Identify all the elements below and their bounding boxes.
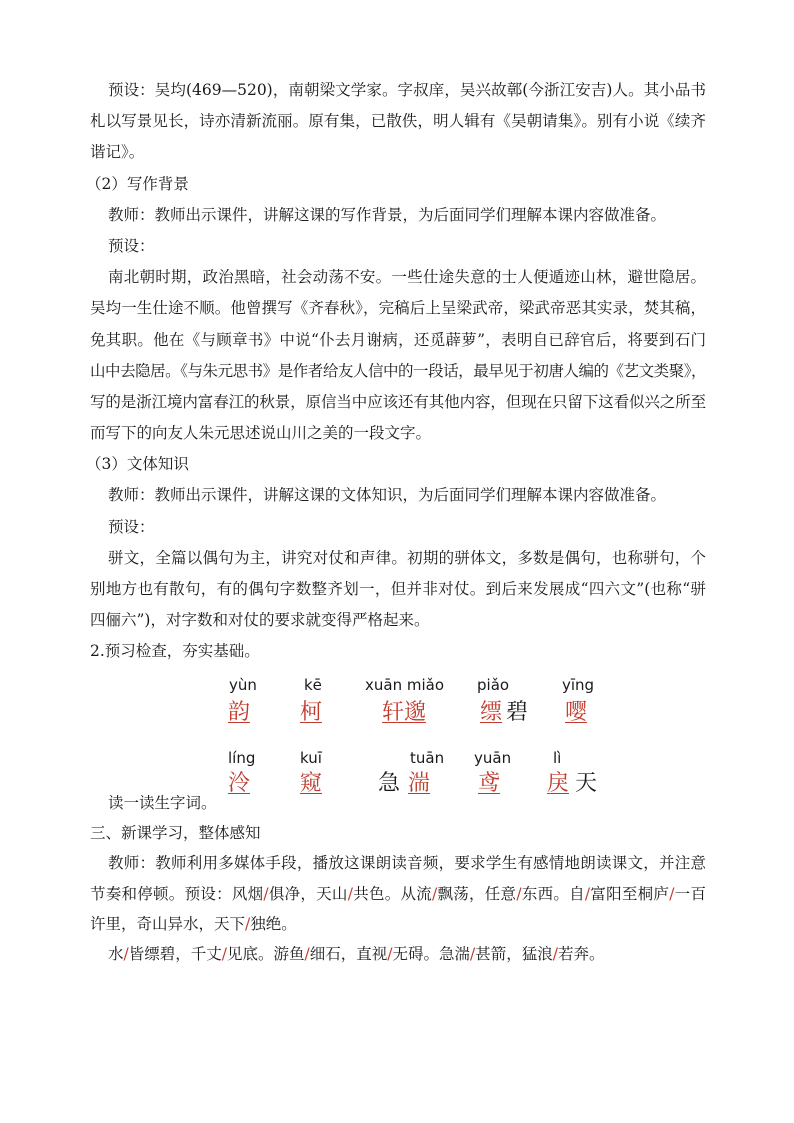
heading-genre-knowledge: （3）文体知识: [86, 455, 189, 474]
lesson-text-lower: [90, 788, 706, 969]
new-character: 嘤: [565, 700, 588, 725]
new-character: 窥: [300, 771, 323, 796]
pinyin-label: xuān miǎo: [365, 676, 444, 694]
pinyin-label: kuī: [300, 749, 322, 767]
pinyin-label: líng: [228, 749, 256, 767]
author-intro-line: 预设：吴均(469—520)，南朝梁文学家。字叔庠，吴兴故鄣(今浙江安吉)人。其小品书: [108, 81, 706, 99]
new-character: 鸢: [478, 771, 501, 796]
pause-slash: /: [263, 884, 269, 903]
pinyin-label: kē: [304, 676, 322, 694]
pinyin-label: tuān: [410, 749, 445, 767]
pause-slash: /: [123, 944, 129, 963]
genre-paragraph-line: 骈文，全篇以偶句为主，讲究对仗和声律。初期的骈体文，多数是偶句，也称骈句，个: [108, 548, 706, 567]
reading-instruction-line: 教师：教师利用多媒体手段，播放这课朗读音频，要求学生有感情地朗读课文，并注意: [108, 854, 706, 873]
pinyin-label: yuān: [474, 749, 512, 767]
reading-rhythm-line: 许里，奇山异水，天下/独绝。: [90, 914, 297, 933]
background-paragraph-line: 南北朝时期，政治黑暗，社会动荡不安。一些仕途失意的士人便遁迹山林，避世隐居。: [108, 268, 706, 287]
lesson-text-upper: [86, 75, 706, 668]
pause-slash: /: [669, 884, 675, 903]
author-intro-line: 札以写景见长，诗亦清新流丽。原有集，已散佚，明人辑有《吴朝请集》。别有小说《续齐: [90, 112, 706, 131]
pinyin-label: lì: [553, 749, 562, 767]
preset-label: 预设：: [108, 517, 155, 536]
new-character: 轩邈: [382, 700, 427, 725]
plain-character: 天: [575, 771, 598, 796]
heading-writing-background: （2）写作背景: [86, 174, 189, 193]
pinyin-label: yùn: [229, 676, 257, 694]
pause-slash: /: [245, 914, 251, 933]
preset-label: 预设：: [108, 236, 155, 255]
pause-slash: /: [552, 944, 558, 963]
heading-preview-check: 2.预习检查，夯实基础。: [90, 642, 260, 661]
reading-rhythm-line: 节奏和停顿。预设：风烟/俱净，天山/共色。从流/飘荡，任意/东西。自/富阳至桐庐/一百: [90, 884, 706, 903]
pause-slash: /: [387, 944, 393, 963]
genre-paragraph-line: 别地方也有散句，有的偶句字数整齐划一，但并非对仗。到后来发展成“四六文”(也称“骈: [90, 580, 706, 598]
background-paragraph-line: 吴均一生仕途不顺。他曾撰写《齐春秋》，完稿后上呈梁武帝，梁武帝恶其实录，焚其稿，: [90, 299, 706, 318]
pause-slash: /: [347, 884, 353, 903]
pinyin-label: yīng: [562, 676, 595, 694]
new-character: 韵: [228, 700, 251, 725]
plain-character: 急: [378, 771, 401, 796]
new-character: 湍: [408, 771, 431, 796]
pause-slash: /: [516, 884, 522, 903]
plain-character: 碧: [506, 700, 529, 725]
teacher-instruction-background: 教师：教师出示课件，讲解这课的写作背景，为后面同学们理解本课内容做准备。: [108, 205, 667, 224]
new-character: 缥: [480, 700, 503, 725]
background-paragraph-line: 而写下的向友人朱元思述说山川之美的一段文字。: [90, 424, 432, 443]
background-paragraph-line: 山中去隐居。《与朱元思书》是作者给友人信中的一段话，最早见于初唐人编的《艺文类聚》，: [90, 361, 706, 380]
pause-slash: /: [584, 884, 591, 903]
new-character: 戾: [547, 771, 570, 796]
pause-slash: /: [304, 944, 310, 963]
heading-new-lesson: 三、新课学习，整体感知: [90, 824, 261, 843]
background-paragraph-line: 写的是浙江境内富春江的秋景，原信当中应该还有其他内容，但现在只留下这看似兴之所至: [90, 392, 706, 411]
pause-slash: /: [470, 944, 476, 963]
pause-slash: /: [432, 884, 438, 903]
reading-rhythm-line: 水/皆缥碧，千丈/见底。游鱼/细石，直视/无碍。急湍/甚箭，猛浪/若奔。: [108, 944, 605, 963]
pause-slash: /: [221, 944, 227, 963]
new-character: 泠: [228, 771, 251, 796]
pinyin-label: piǎo: [477, 676, 510, 694]
genre-paragraph-line: 四俪六”)，对字数和对仗的要求就变得严格起来。: [90, 611, 430, 630]
teacher-instruction-genre: 教师：教师出示课件，讲解这课的文体知识，为后面同学们理解本课内容做准备。: [108, 486, 667, 505]
author-intro-line: 谐记》。: [90, 143, 145, 162]
new-character: 柯: [300, 700, 323, 725]
read-vocabulary-instruction: 读一读生字词。: [108, 794, 217, 812]
background-paragraph-line: 免其职。他在《与顾章书》中说“仆去月谢病，还觅薜萝”，表明自已辞官后，将要到石门: [90, 330, 706, 349]
